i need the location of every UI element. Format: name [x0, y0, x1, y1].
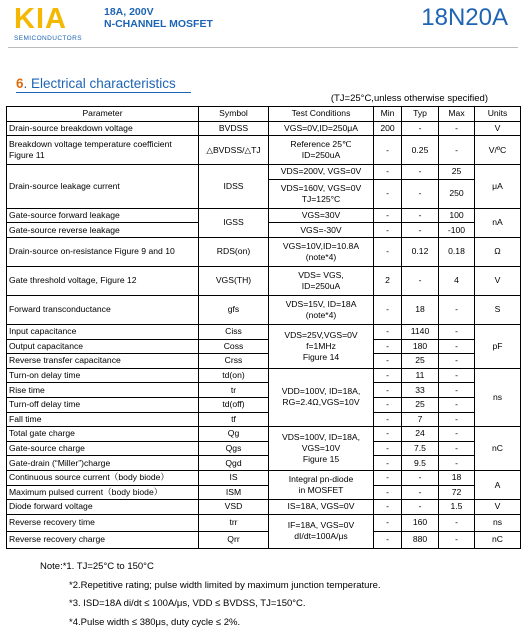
unit-cell: nC: [475, 427, 521, 471]
test-line: VDD=100V, ID=18A,: [271, 386, 371, 397]
symbol-cell: ISM: [199, 485, 269, 500]
symbol-cell: td(off): [199, 397, 269, 412]
table-row: [7, 354, 521, 369]
typ-cell: 1140: [402, 324, 439, 339]
col-max: Max: [439, 107, 475, 122]
table-row: [7, 500, 521, 515]
unit-cell: V/ºC: [475, 136, 521, 165]
symbol-cell: BVDSS: [199, 121, 269, 136]
min-cell: -: [374, 295, 402, 324]
symbol-cell: Ciss: [199, 324, 269, 339]
table-row: [7, 208, 521, 223]
min-cell: -: [374, 165, 402, 180]
symbol-cell: △BVDSS/△TJ: [199, 136, 269, 165]
unit-cell: nA: [475, 208, 521, 237]
test-line: Integral pn-diode: [271, 474, 371, 485]
typ-cell: -: [402, 485, 439, 500]
min-cell: -: [374, 368, 402, 383]
symbol-cell: IDSS: [199, 165, 269, 209]
param-cell: Gate-source reverse leakage: [7, 223, 199, 238]
min-cell: -: [374, 383, 402, 398]
max-cell: 18: [439, 470, 475, 485]
typ-cell: 18: [402, 295, 439, 324]
min-cell: -: [374, 514, 402, 531]
test-line: VDS=15V, ID=18A: [271, 299, 371, 310]
max-cell: 1.5: [439, 500, 475, 515]
table-row: [7, 397, 521, 412]
electrical-characteristics-table: [6, 106, 521, 549]
table-row: [7, 237, 521, 266]
min-cell: -: [374, 324, 402, 339]
typ-cell: -: [402, 179, 439, 208]
min-cell: 200: [374, 121, 402, 136]
typ-cell: 160: [402, 514, 439, 531]
unit-cell: A: [475, 470, 521, 499]
note-3: *3. ISD=18A di/dt ≤ 100A/μs, VDD ≤ BVDSS, TJ=150°C.: [40, 595, 381, 614]
param-cell: Drain-source on-resistance Figure 9 and 10: [7, 237, 199, 266]
param-cell: Reverse transfer capacitance: [7, 354, 199, 369]
param-cell: Drain-source leakage current: [7, 165, 199, 209]
typ-cell: -: [402, 165, 439, 180]
symbol-cell: IGSS: [199, 208, 269, 237]
table-row: [7, 339, 521, 354]
test-line: ID=250uA: [271, 150, 371, 161]
symbol-cell: RDS(on): [199, 237, 269, 266]
test-cell: [269, 514, 374, 548]
notes: [40, 558, 381, 632]
table-row: [7, 456, 521, 471]
symbol-cell: Coss: [199, 339, 269, 354]
typ-cell: 25: [402, 397, 439, 412]
table-row: [7, 412, 521, 427]
param-cell: Breakdown voltage temperature coefficient Figure 11: [7, 136, 199, 165]
max-cell: 4: [439, 266, 475, 295]
symbol-cell: IS: [199, 470, 269, 485]
param-cell: Turn-on delay time: [7, 368, 199, 383]
test-line: IF=18A, VGS=0V: [271, 520, 371, 531]
symbol-cell: Qgd: [199, 456, 269, 471]
note-2: *2.Repetitive rating; pulse width limited by maximum junction temperature.: [40, 577, 381, 596]
test-line: VDS= VGS,: [271, 270, 371, 281]
unit-cell: μA: [475, 165, 521, 209]
param-cell: Fall time: [7, 412, 199, 427]
max-cell: 25: [439, 165, 475, 180]
test-cell: [269, 136, 374, 165]
col-parameter: Parameter: [7, 107, 199, 122]
min-cell: 2: [374, 266, 402, 295]
unit-cell: V: [475, 121, 521, 136]
min-cell: -: [374, 441, 402, 456]
test-conditions-note: (TJ=25°C,unless otherwise specified): [331, 93, 488, 104]
table-row: [7, 427, 521, 442]
symbol-cell: gfs: [199, 295, 269, 324]
table-row: [7, 136, 521, 165]
unit-cell: Ω: [475, 237, 521, 266]
max-cell: -: [439, 383, 475, 398]
test-cell: IS=18A, VGS=0V: [269, 500, 374, 515]
symbol-cell: Qgs: [199, 441, 269, 456]
section-title: [16, 76, 176, 91]
unit-cell: ns: [475, 368, 521, 426]
max-cell: -: [439, 324, 475, 339]
test-line: dI/dt=100A/μs: [271, 531, 371, 542]
min-cell: -: [374, 485, 402, 500]
test-line: VGS=10V: [271, 443, 371, 454]
test-line: Reference 25℃: [271, 139, 371, 150]
test-line: Figure 14: [271, 352, 371, 363]
param-cell: Output capacitance: [7, 339, 199, 354]
max-cell: -100: [439, 223, 475, 238]
param-cell: Gate-source forward leakage: [7, 208, 199, 223]
table-row: [7, 368, 521, 383]
min-cell: -: [374, 237, 402, 266]
symbol-cell: tf: [199, 412, 269, 427]
param-cell: Input capacitance: [7, 324, 199, 339]
logo-subtitle: SEMICONDUCTORS: [14, 35, 82, 42]
max-cell: -: [439, 441, 475, 456]
test-line: VDS=100V, ID=18A,: [271, 432, 371, 443]
test-cell: VGS=0V,ID=250μA: [269, 121, 374, 136]
typ-cell: -: [402, 500, 439, 515]
param-cell: Turn-off delay time: [7, 397, 199, 412]
symbol-cell: Qg: [199, 427, 269, 442]
test-cell: VGS=-30V: [269, 223, 374, 238]
test-cell: [269, 266, 374, 295]
symbol-cell: VSD: [199, 500, 269, 515]
table-row: [7, 324, 521, 339]
unit-cell: ns: [475, 514, 521, 531]
min-cell: -: [374, 354, 402, 369]
max-cell: -: [439, 354, 475, 369]
typ-cell: 24: [402, 427, 439, 442]
param-cell: Continuous source current（body biode）: [7, 470, 199, 485]
table-row: [7, 295, 521, 324]
part-number: 18N20A: [421, 4, 508, 32]
section-underline: [16, 92, 191, 93]
test-line: VDS=25V,VGS=0V: [271, 330, 371, 341]
max-cell: -: [439, 295, 475, 324]
unit-cell: V: [475, 500, 521, 515]
typ-cell: 7: [402, 412, 439, 427]
test-cell: [269, 237, 374, 266]
table-row: [7, 441, 521, 456]
min-cell: -: [374, 427, 402, 442]
symbol-cell: tr: [199, 383, 269, 398]
min-cell: -: [374, 412, 402, 427]
typ-cell: 0.12: [402, 237, 439, 266]
min-cell: -: [374, 339, 402, 354]
test-line: (note*4): [271, 310, 371, 321]
typ-cell: -: [402, 266, 439, 295]
param-cell: Drain-source breakdown voltage: [7, 121, 199, 136]
min-cell: -: [374, 179, 402, 208]
param-cell: Total gate charge: [7, 427, 199, 442]
max-cell: -: [439, 531, 475, 548]
param-cell: Reverse recovery time: [7, 514, 199, 531]
max-cell: -: [439, 339, 475, 354]
typ-cell: 33: [402, 383, 439, 398]
test-line: TJ=125°C: [271, 194, 371, 205]
param-cell: Diode forward voltage: [7, 500, 199, 515]
param-cell: Gate threshold voltage, Figure 12: [7, 266, 199, 295]
typ-cell: 7.5: [402, 441, 439, 456]
typ-cell: -: [402, 223, 439, 238]
table-row: [7, 165, 521, 180]
spec-rating: 18A, 200V: [104, 6, 213, 18]
spec-type: N-CHANNEL MOSFET: [104, 18, 213, 30]
max-cell: -: [439, 397, 475, 412]
max-cell: -: [439, 136, 475, 165]
test-cell: [269, 295, 374, 324]
max-cell: 72: [439, 485, 475, 500]
table-row: [7, 531, 521, 548]
table-header-row: [7, 107, 521, 122]
param-cell: Forward transconductance: [7, 295, 199, 324]
col-units: Units: [475, 107, 521, 122]
typ-cell: 25: [402, 354, 439, 369]
param-cell: Rise time: [7, 383, 199, 398]
kia-logo: [14, 4, 82, 42]
typ-cell: -: [402, 470, 439, 485]
section-title-text: . Electrical characteristics: [24, 76, 176, 91]
min-cell: -: [374, 397, 402, 412]
test-line: (note*4): [271, 252, 371, 263]
min-cell: -: [374, 470, 402, 485]
min-cell: -: [374, 223, 402, 238]
note-1: Note:*1. TJ=25°C to 150°C: [40, 558, 381, 577]
max-cell: 0.18: [439, 237, 475, 266]
table-row: [7, 485, 521, 500]
symbol-cell: VGS(TH): [199, 266, 269, 295]
max-cell: 100: [439, 208, 475, 223]
product-spec: [104, 6, 213, 30]
max-cell: -: [439, 121, 475, 136]
test-cell: [269, 427, 374, 471]
min-cell: -: [374, 500, 402, 515]
col-min: Min: [374, 107, 402, 122]
param-cell: Gate-source charge: [7, 441, 199, 456]
typ-cell: 180: [402, 339, 439, 354]
page-header: [0, 0, 526, 52]
test-line: VDS=160V, VGS=0V: [271, 183, 371, 194]
test-line: ID=250uA: [271, 281, 371, 292]
col-symbol: Symbol: [199, 107, 269, 122]
table-row: [7, 266, 521, 295]
max-cell: 250: [439, 179, 475, 208]
test-line: in MOSFET: [271, 485, 371, 496]
table-row: [7, 470, 521, 485]
symbol-cell: Crss: [199, 354, 269, 369]
test-cell: [269, 368, 374, 426]
table-row: [7, 121, 521, 136]
typ-cell: -: [402, 208, 439, 223]
symbol-cell: td(on): [199, 368, 269, 383]
unit-cell: nC: [475, 531, 521, 548]
min-cell: -: [374, 136, 402, 165]
typ-cell: 0.25: [402, 136, 439, 165]
section-number: 6: [16, 76, 24, 91]
symbol-cell: Qrr: [199, 531, 269, 548]
min-cell: -: [374, 208, 402, 223]
logo-text: KIA: [14, 4, 82, 34]
min-cell: -: [374, 456, 402, 471]
typ-cell: -: [402, 121, 439, 136]
max-cell: -: [439, 456, 475, 471]
test-cell: [269, 470, 374, 499]
test-line: RG=2.4Ω,VGS=10V: [271, 397, 371, 408]
symbol-cell: trr: [199, 514, 269, 531]
test-cell: [269, 179, 374, 208]
typ-cell: 11: [402, 368, 439, 383]
table-row: [7, 383, 521, 398]
test-cell: VDS=200V, VGS=0V: [269, 165, 374, 180]
param-cell: Gate-drain (“Miller”)charge: [7, 456, 199, 471]
typ-cell: 9.5: [402, 456, 439, 471]
unit-cell: V: [475, 266, 521, 295]
param-cell: Maximum pulsed current（body biode）: [7, 485, 199, 500]
test-line: Figure 15: [271, 454, 371, 465]
max-cell: -: [439, 368, 475, 383]
col-typ: Typ: [402, 107, 439, 122]
test-cell: [269, 324, 374, 368]
max-cell: -: [439, 427, 475, 442]
table-row: [7, 514, 521, 531]
unit-cell: S: [475, 295, 521, 324]
param-cell: Reverse recovery charge: [7, 531, 199, 548]
test-line: f=1MHz: [271, 341, 371, 352]
min-cell: -: [374, 531, 402, 548]
max-cell: -: [439, 514, 475, 531]
col-test-conditions: Test Conditions: [269, 107, 374, 122]
unit-cell: pF: [475, 324, 521, 368]
test-line: VGS=10V,ID=10.8A: [271, 241, 371, 252]
note-4: *4.Pulse width ≤ 380μs, duty cycle ≤ 2%.: [40, 614, 381, 632]
typ-cell: 880: [402, 531, 439, 548]
max-cell: -: [439, 412, 475, 427]
header-divider: [8, 47, 518, 48]
test-cell: VGS=30V: [269, 208, 374, 223]
